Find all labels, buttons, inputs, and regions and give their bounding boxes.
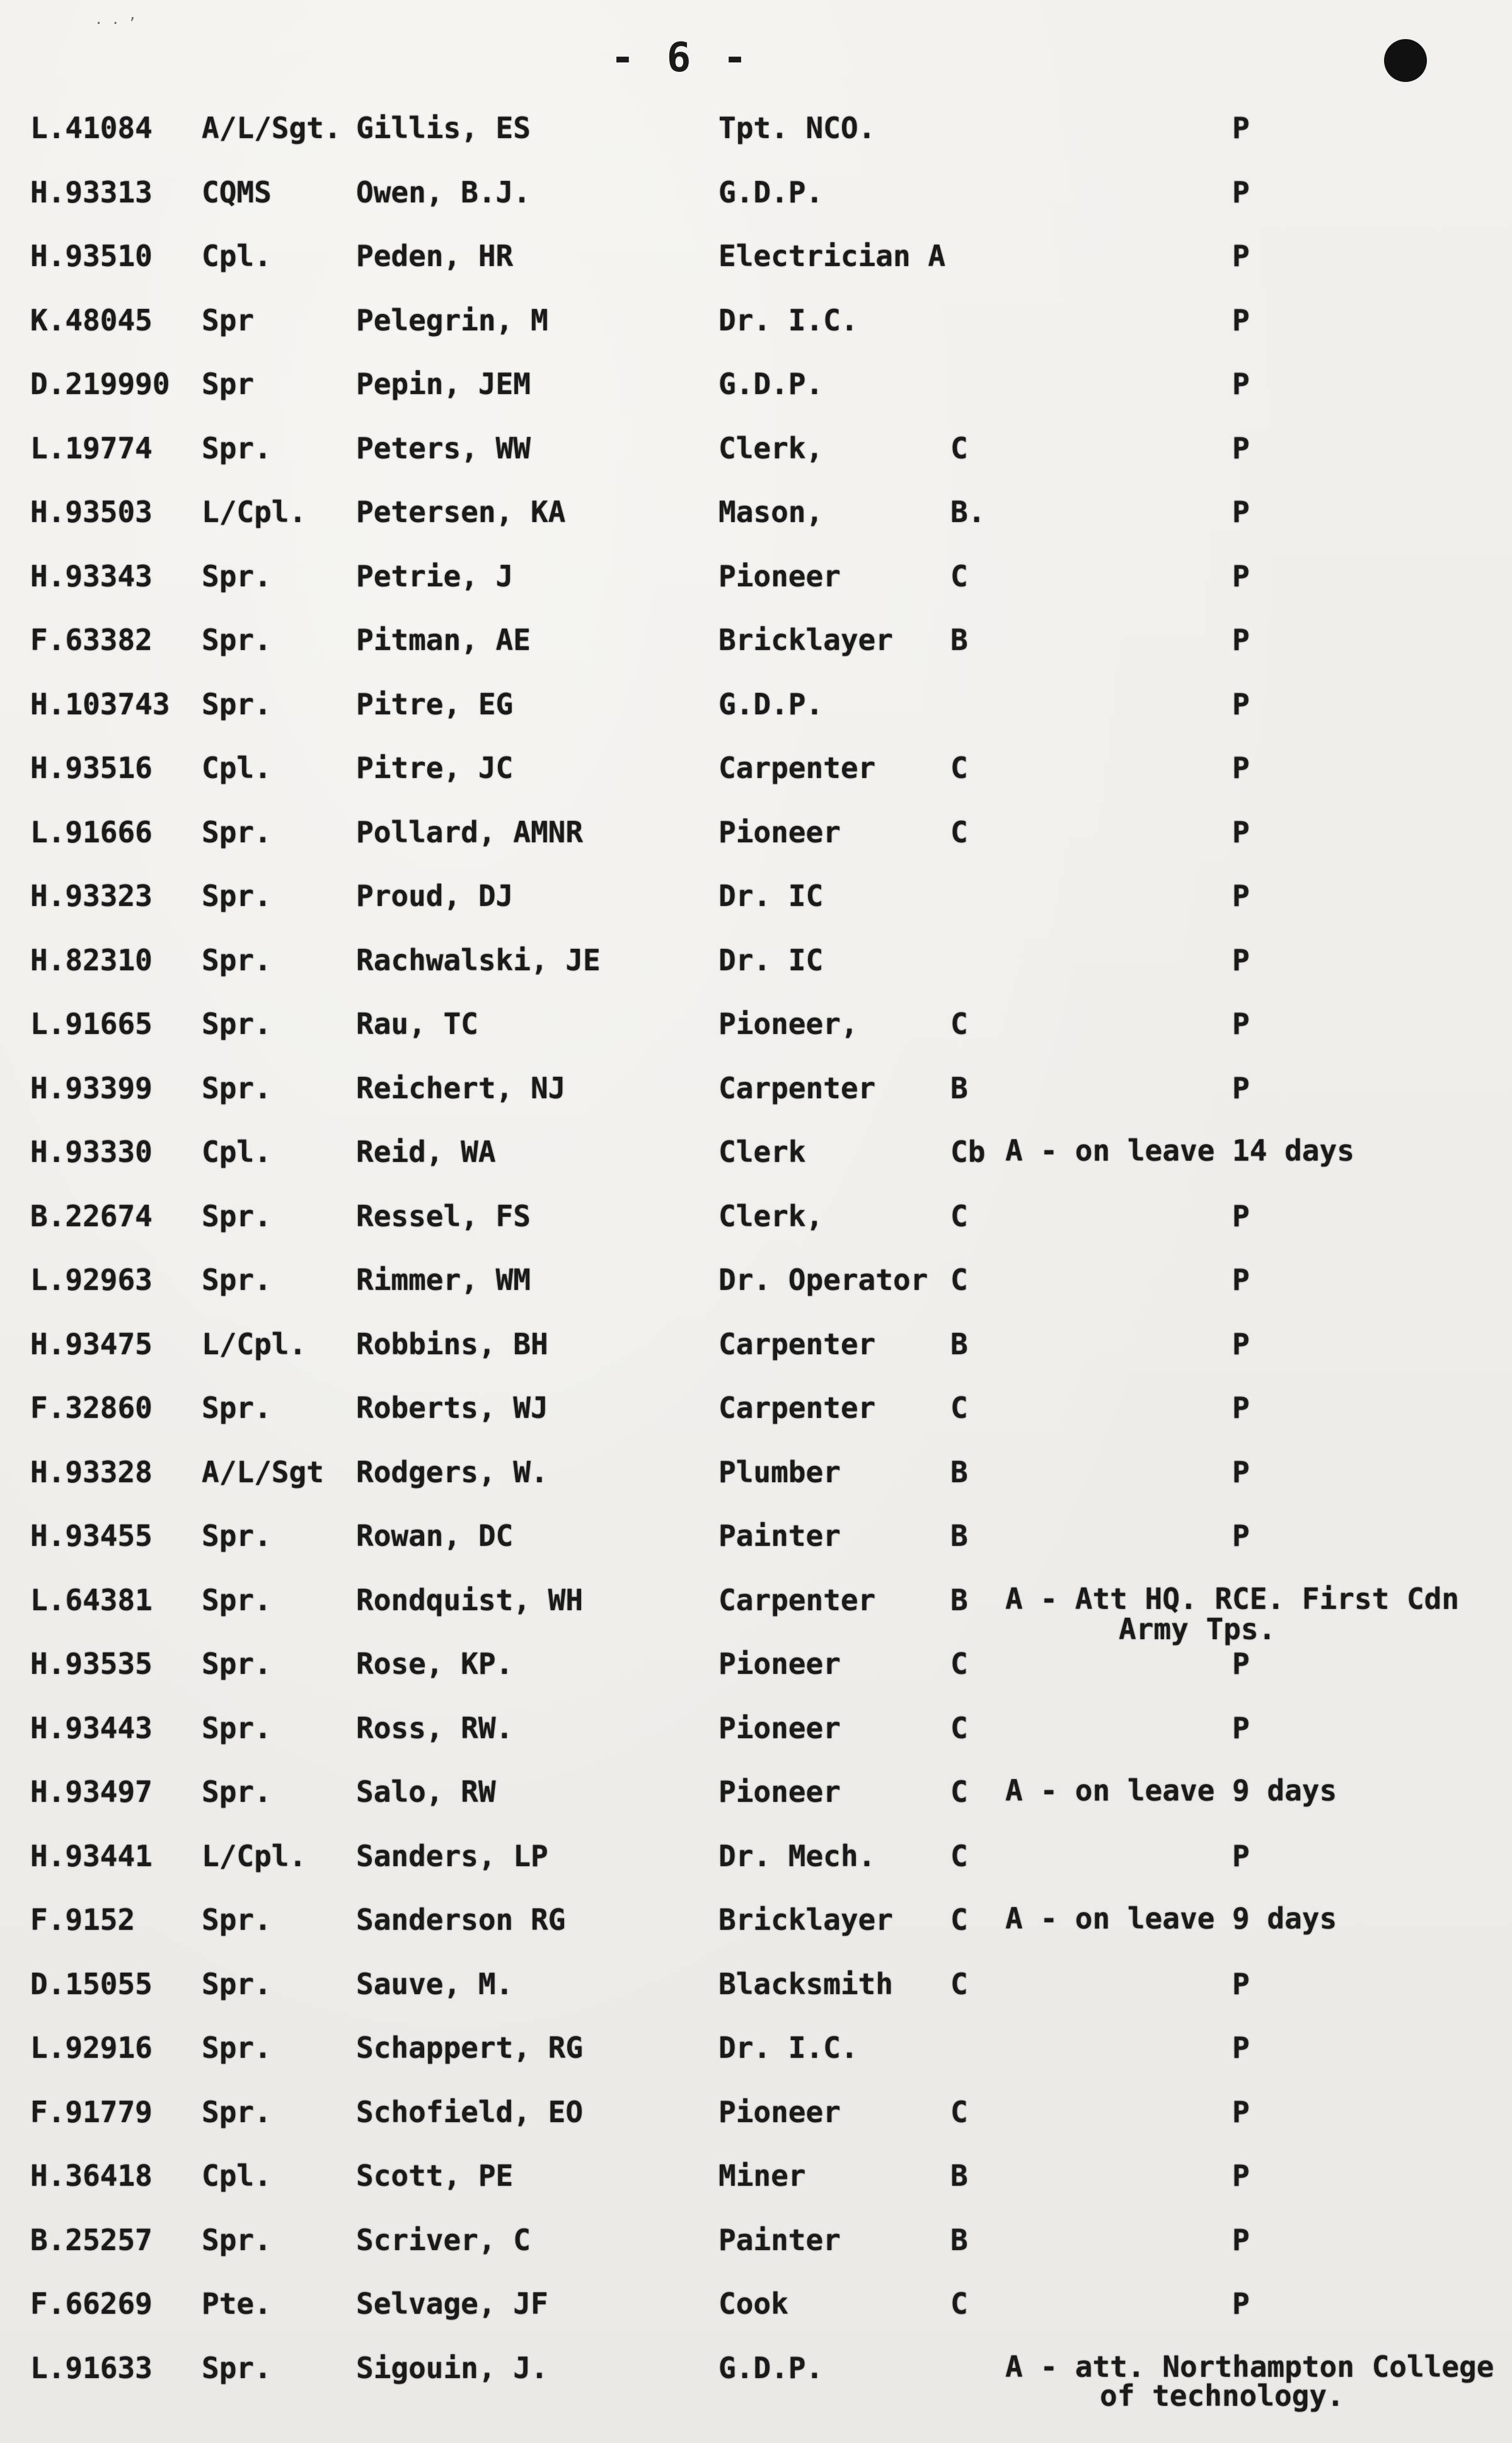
rank: Spr. <box>202 1519 272 1553</box>
soldier-name: Owen, B.J. <box>356 175 531 209</box>
rank: Spr. <box>202 2350 272 2385</box>
trade: Cook <box>718 2287 788 2321</box>
status-mark: P <box>1232 1710 1250 1745</box>
roster-row <box>0 1390 1512 1454</box>
regimental-number: H.93503 <box>30 495 153 529</box>
trade: Pioneer <box>718 1775 841 1809</box>
trade-group: C <box>950 1198 968 1233</box>
trade: Pioneer <box>718 1710 841 1745</box>
roster-row <box>0 2222 1512 2287</box>
punch-hole <box>1384 39 1427 82</box>
soldier-name: Proud, DJ <box>356 879 514 913</box>
trade: Carpenter <box>718 1326 876 1361</box>
trade: Mason, <box>718 495 824 529</box>
regimental-number: H.93497 <box>30 1775 153 1809</box>
status-mark: P <box>1232 1454 1250 1489</box>
rank: Spr. <box>202 2222 272 2257</box>
rank: A/L/Sgt <box>202 1454 324 1489</box>
regimental-number: H.93510 <box>30 239 153 273</box>
trade-group: B <box>950 2159 968 2193</box>
rank: Cpl. <box>202 1135 272 1169</box>
rank: Spr. <box>202 1775 272 1809</box>
paper-specks: · · ʼ <box>95 16 137 32</box>
roster-row <box>0 303 1512 367</box>
page-number: - 6 - <box>610 35 751 81</box>
remark <box>1005 1774 1337 1807</box>
status-mark: P <box>1232 303 1250 337</box>
status-mark: P <box>1232 2031 1250 2065</box>
soldier-name: Rau, TC <box>356 1007 478 1041</box>
rank: Spr. <box>202 623 272 657</box>
status-mark: P <box>1232 2094 1250 2129</box>
regimental-number: K.48045 <box>30 303 153 337</box>
remark-continuation: of technology. <box>1100 2378 1344 2413</box>
rank: A/L/Sgt. <box>202 111 342 145</box>
roster-row <box>0 2350 1512 2415</box>
trade: Clerk <box>718 1135 806 1169</box>
status-mark: P <box>1232 2159 1250 2193</box>
rank: Spr. <box>202 1647 272 1681</box>
trade: Tpt. NCO. <box>718 111 876 145</box>
trade-group: Cb <box>950 1135 986 1169</box>
rank: Spr <box>202 303 255 337</box>
roster-row <box>0 943 1512 1007</box>
trade-group: B <box>950 2222 968 2257</box>
status-mark: P <box>1232 2222 1250 2257</box>
regimental-number: F.9152 <box>30 1903 136 1937</box>
regimental-number: H.93516 <box>30 751 153 785</box>
soldier-name: Scriver, C <box>356 2222 531 2257</box>
trade-group: C <box>950 2094 968 2129</box>
remark <box>1005 1902 1337 1935</box>
soldier-name: Roberts, WJ <box>356 1391 548 1425</box>
trade: Miner <box>718 2159 806 2193</box>
trade-group: C <box>950 2287 968 2321</box>
soldier-name: Sauve, M. <box>356 1966 514 2001</box>
status-mark: P <box>1232 815 1250 849</box>
trade: Dr. Operator <box>718 1263 928 1297</box>
roster-row <box>0 238 1512 303</box>
trade: Blacksmith <box>718 1966 893 2001</box>
status-mark: P <box>1232 1391 1250 1425</box>
soldier-name: Rose, KP. <box>356 1647 514 1681</box>
regimental-number: F.91779 <box>30 2094 153 2129</box>
roster-row <box>0 431 1512 495</box>
trade: Electrician A <box>718 239 946 273</box>
status-mark: P <box>1232 175 1250 209</box>
rank: Spr. <box>202 1582 272 1617</box>
regimental-number: D.15055 <box>30 1966 153 2001</box>
roster-row <box>0 559 1512 623</box>
trade: Carpenter <box>718 1071 876 1105</box>
roster-row <box>0 1326 1512 1391</box>
status-mark: P <box>1232 687 1250 721</box>
roster-row <box>0 175 1512 239</box>
rank: L/Cpl. <box>202 495 307 529</box>
regimental-number: H.93330 <box>30 1135 153 1169</box>
regimental-number: L.64381 <box>30 1582 153 1617</box>
trade: Plumber <box>718 1454 841 1489</box>
regimental-number: H.93328 <box>30 1454 153 1489</box>
regimental-number: H.93323 <box>30 879 153 913</box>
roster-row <box>0 1774 1512 1838</box>
trade: Carpenter <box>718 1391 876 1425</box>
regimental-number: L.91633 <box>30 2350 153 2385</box>
roster-row <box>0 1198 1512 1263</box>
trade: Bricklayer <box>718 623 893 657</box>
regimental-number: H.82310 <box>30 943 153 977</box>
soldier-name: Pitre, JC <box>356 751 514 785</box>
status-mark: P <box>1232 1326 1250 1361</box>
soldier-name: Petersen, KA <box>356 495 566 529</box>
trade-group: C <box>950 1647 968 1681</box>
trade-group: B <box>950 1582 968 1617</box>
roster-row <box>0 1646 1512 1710</box>
soldier-name: Ressel, FS <box>356 1198 531 1233</box>
regimental-number: H.36418 <box>30 2159 153 2193</box>
trade: G.D.P. <box>718 367 824 401</box>
trade: Carpenter <box>718 751 876 785</box>
trade: Pioneer, <box>718 1007 858 1041</box>
rank: Cpl. <box>202 2159 272 2193</box>
trade: G.D.P. <box>718 687 824 721</box>
regimental-number: H.93535 <box>30 1647 153 1681</box>
roster-row <box>0 110 1512 175</box>
roster-row <box>0 2094 1512 2159</box>
rank: Spr. <box>202 1710 272 1745</box>
roster-row <box>0 815 1512 879</box>
remark-line: A - on leave 9 days <box>1005 1901 1337 1935</box>
status-mark: P <box>1232 239 1250 273</box>
soldier-name: Rimmer, WM <box>356 1263 531 1297</box>
trade: G.D.P. <box>718 175 824 209</box>
roster-row <box>0 2030 1512 2094</box>
remark <box>1005 1134 1354 1167</box>
soldier-name: Sigouin, J. <box>356 2350 548 2385</box>
soldier-name: Pelegrin, M <box>356 303 548 337</box>
trade-group: B. <box>950 495 986 529</box>
regimental-number: D.219990 <box>30 367 170 401</box>
status-mark: P <box>1232 1966 1250 2001</box>
trade: Bricklayer <box>718 1903 893 1937</box>
trade-group: B <box>950 1519 968 1553</box>
soldier-name: Petrie, J <box>356 559 514 593</box>
soldier-name: Schofield, EO <box>356 2094 584 2129</box>
soldier-name: Reichert, NJ <box>356 1071 566 1105</box>
rank: Spr. <box>202 1966 272 2001</box>
remark-line: A - Att HQ. RCE. First Cdn <box>1005 1581 1460 1616</box>
roster-row <box>0 1454 1512 1519</box>
rank: L/Cpl. <box>202 1838 307 1873</box>
regimental-number: F.63382 <box>30 623 153 657</box>
trade: Pioneer <box>718 559 841 593</box>
rank: Spr. <box>202 431 272 465</box>
soldier-name: Ross, RW. <box>356 1710 514 1745</box>
trade-group: C <box>950 1903 968 1937</box>
regimental-number: B.25257 <box>30 2222 153 2257</box>
status-mark: P <box>1232 879 1250 913</box>
trade-group: C <box>950 1966 968 2001</box>
rank: Pte. <box>202 2287 272 2321</box>
remark-line: A - att. Northampton College <box>1005 2349 1494 2384</box>
roster-row <box>0 366 1512 431</box>
soldier-name: Gillis, ES <box>356 111 531 145</box>
trade-group: B <box>950 1326 968 1361</box>
status-mark: P <box>1232 111 1250 145</box>
roster-row <box>0 2286 1512 2350</box>
trade-group: B <box>950 1071 968 1105</box>
status-mark: P <box>1232 1071 1250 1105</box>
status-mark: P <box>1232 1838 1250 1873</box>
status-mark: P <box>1232 367 1250 401</box>
trade-group: C <box>950 431 968 465</box>
soldier-name: Rachwalski, JE <box>356 943 601 977</box>
regimental-number: L.41084 <box>30 111 153 145</box>
trade: Pioneer <box>718 815 841 849</box>
soldier-name: Pitre, EG <box>356 687 514 721</box>
soldier-name: Sanderson RG <box>356 1903 566 1937</box>
regimental-number: H.93313 <box>30 175 153 209</box>
rank: Spr. <box>202 2094 272 2129</box>
rank: Cpl. <box>202 751 272 785</box>
regimental-number: B.22674 <box>30 1198 153 1233</box>
rank: Cpl. <box>202 239 272 273</box>
roster-row <box>0 1838 1512 1903</box>
soldier-name: Salo, RW <box>356 1775 496 1809</box>
rank: Spr. <box>202 815 272 849</box>
trade-group: B <box>950 1454 968 1489</box>
status-mark: P <box>1232 1647 1250 1681</box>
roster-row <box>0 750 1512 815</box>
rank: Spr. <box>202 1903 272 1937</box>
regimental-number: H.93399 <box>30 1071 153 1105</box>
soldier-name: Pollard, AMNR <box>356 815 584 849</box>
regimental-number: H.103743 <box>30 687 170 721</box>
trade: Painter <box>718 2222 841 2257</box>
trade: Painter <box>718 1519 841 1553</box>
trade: Dr. IC <box>718 943 824 977</box>
roster-row <box>0 1518 1512 1582</box>
roster-row <box>0 1710 1512 1775</box>
soldier-name: Selvage, JF <box>356 2287 548 2321</box>
trade: Carpenter <box>718 1582 876 1617</box>
trade-group: B <box>950 623 968 657</box>
soldier-name: Robbins, BH <box>356 1326 548 1361</box>
status-mark: P <box>1232 943 1250 977</box>
rank: Spr. <box>202 879 272 913</box>
trade: Pioneer <box>718 2094 841 2129</box>
regimental-number: H.93343 <box>30 559 153 593</box>
trade: Dr. IC <box>718 879 824 913</box>
regimental-number: H.93475 <box>30 1326 153 1361</box>
trade-group: C <box>950 751 968 785</box>
remark-line: A - on leave 14 days <box>1005 1134 1354 1168</box>
roster-row <box>0 2158 1512 2222</box>
roster-row <box>0 878 1512 943</box>
regimental-number: L.92963 <box>30 1263 153 1297</box>
status-mark: P <box>1232 1198 1250 1233</box>
regimental-number: H.93443 <box>30 1710 153 1745</box>
soldier-name: Pitman, AE <box>356 623 531 657</box>
roster-row <box>0 1582 1512 1647</box>
trade-group: C <box>950 1391 968 1425</box>
status-mark: P <box>1232 1263 1250 1297</box>
status-mark: P <box>1232 751 1250 785</box>
soldier-name: Reid, WA <box>356 1135 496 1169</box>
soldier-name: Sanders, LP <box>356 1838 548 1873</box>
rank: Spr <box>202 367 255 401</box>
soldier-name: Schappert, RG <box>356 2031 584 2065</box>
trade-group: C <box>950 1838 968 1873</box>
roster-row <box>0 1966 1512 2031</box>
regimental-number: F.66269 <box>30 2287 153 2321</box>
trade: Dr. I.C. <box>718 303 858 337</box>
soldier-name: Peters, WW <box>356 431 531 465</box>
trade: G.D.P. <box>718 2350 824 2385</box>
roster-row <box>0 1902 1512 1966</box>
trade: Clerk, <box>718 431 824 465</box>
status-mark: P <box>1232 495 1250 529</box>
regimental-number: F.32860 <box>30 1391 153 1425</box>
remark-line: A - on leave 9 days <box>1005 1773 1337 1808</box>
regimental-number: L.92916 <box>30 2031 153 2065</box>
status-mark: P <box>1232 623 1250 657</box>
trade: Dr. I.C. <box>718 2031 858 2065</box>
rank: CQMS <box>202 175 272 209</box>
regimental-number: L.91666 <box>30 815 153 849</box>
trade-group: C <box>950 1263 968 1297</box>
status-mark: P <box>1232 431 1250 465</box>
remark <box>1005 2350 1494 2412</box>
roster-row <box>0 1262 1512 1326</box>
trade: Clerk, <box>718 1198 824 1233</box>
remark-continuation: Army Tps. <box>1119 1611 1276 1646</box>
soldier-name: Rodgers, W. <box>356 1454 548 1489</box>
roster-row <box>0 494 1512 559</box>
rank: Spr. <box>202 943 272 977</box>
nominal-roll <box>0 110 1512 2414</box>
regimental-number: L.19774 <box>30 431 153 465</box>
regimental-number: H.93441 <box>30 1838 153 1873</box>
trade-group: C <box>950 559 968 593</box>
rank: Spr. <box>202 1263 272 1297</box>
soldier-name: Scott, PE <box>356 2159 514 2193</box>
rank: Spr. <box>202 1071 272 1105</box>
trade-group: C <box>950 815 968 849</box>
roster-row <box>0 622 1512 687</box>
rank: L/Cpl. <box>202 1326 307 1361</box>
soldier-name: Rondquist, WH <box>356 1582 584 1617</box>
roster-row <box>0 1134 1512 1198</box>
soldier-name: Rowan, DC <box>356 1519 514 1553</box>
trade: Dr. Mech. <box>718 1838 876 1873</box>
rank: Spr. <box>202 1391 272 1425</box>
rank: Spr. <box>202 1198 272 1233</box>
trade-group: C <box>950 1710 968 1745</box>
rank: Spr. <box>202 2031 272 2065</box>
remark <box>1005 1582 1459 1645</box>
status-mark: P <box>1232 1519 1250 1553</box>
roster-row <box>0 687 1512 751</box>
regimental-number: L.91665 <box>30 1007 153 1041</box>
trade-group: C <box>950 1007 968 1041</box>
status-mark: P <box>1232 2287 1250 2321</box>
status-mark: P <box>1232 559 1250 593</box>
rank: Spr. <box>202 559 272 593</box>
roster-row <box>0 1071 1512 1135</box>
roster-row <box>0 1006 1512 1071</box>
soldier-name: Peden, HR <box>356 239 514 273</box>
soldier-name: Pepin, JEM <box>356 367 531 401</box>
rank: Spr. <box>202 687 272 721</box>
trade-group: C <box>950 1775 968 1809</box>
trade: Pioneer <box>718 1647 841 1681</box>
regimental-number: H.93455 <box>30 1519 153 1553</box>
status-mark: P <box>1232 1007 1250 1041</box>
rank: Spr. <box>202 1007 272 1041</box>
